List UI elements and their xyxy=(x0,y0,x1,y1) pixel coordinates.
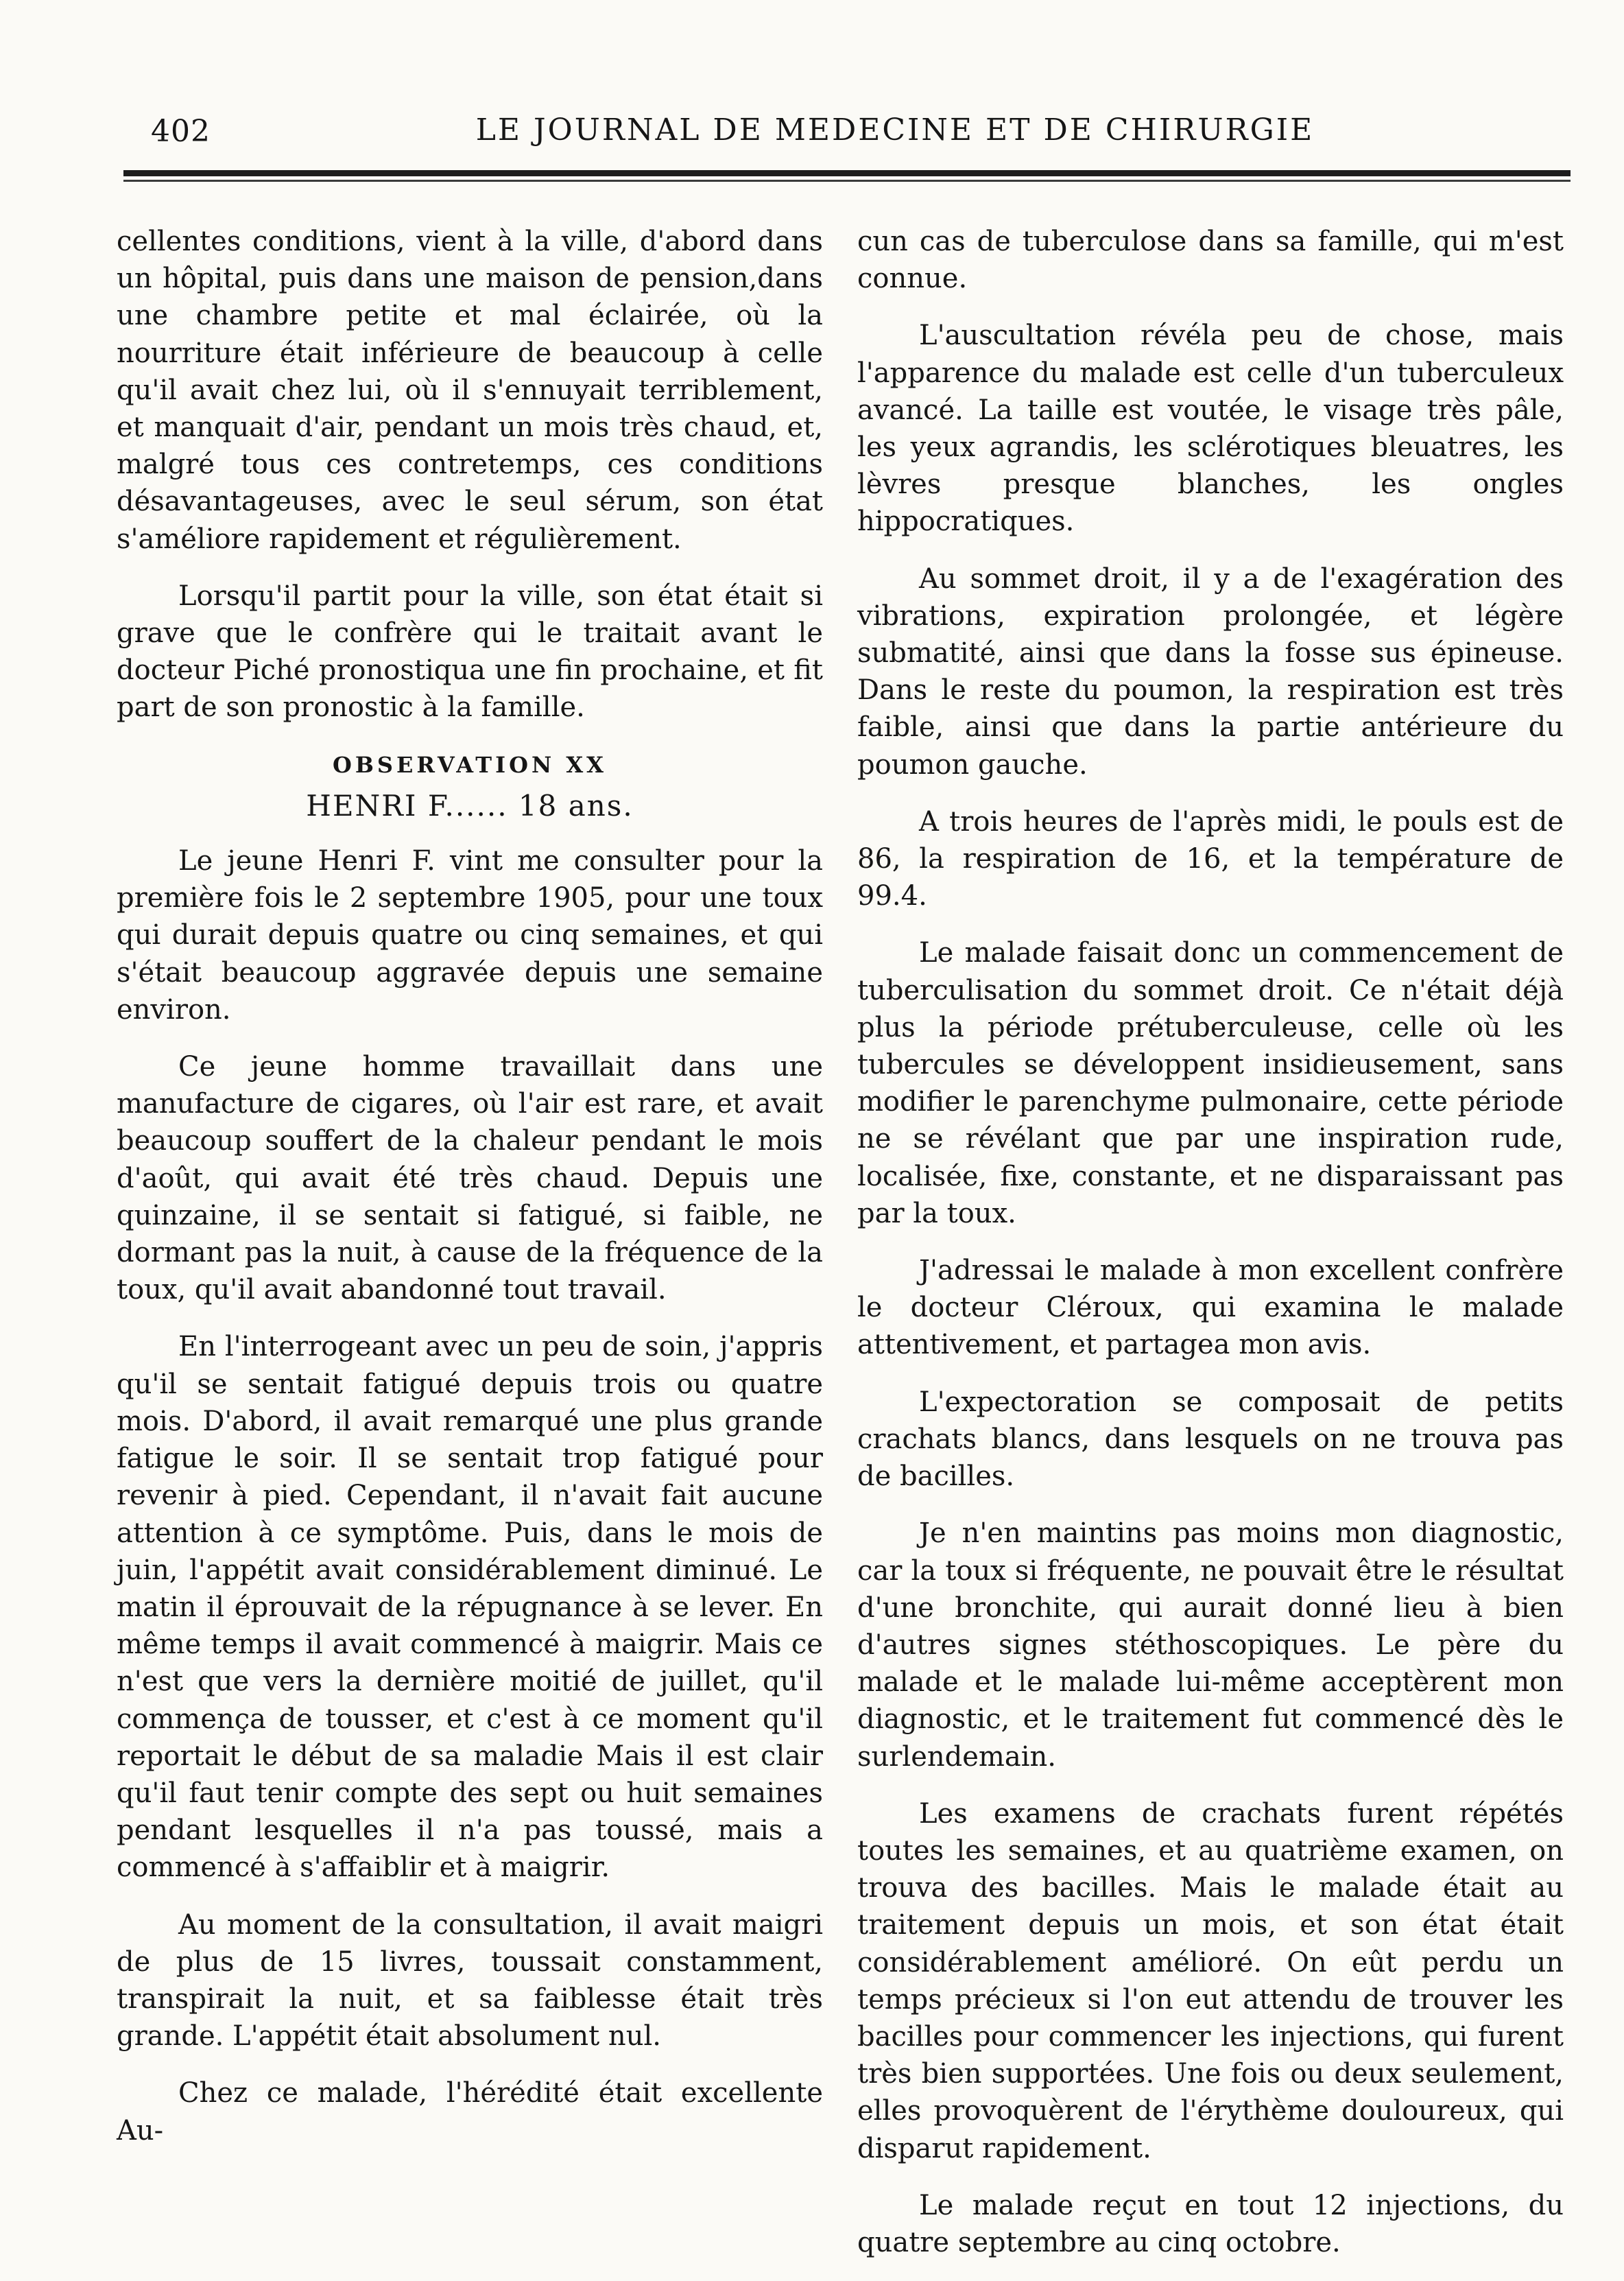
paragraph: cun cas de tuberculose dans sa famille, qui m'est connue. xyxy=(857,226,1564,295)
paragraph: En l'interrogeant avec un peu de soin, j'appris qu'il se sentait fatigué depuis trois ou quatre mois. D'abord, il avait remarqué une plus grande fatigue le soir. Il se sentait trop fatigué pour revenir à pied. Cependant, il n'avait fait aucune attention à ce symptôme. Puis, dans le mois de juin, l'appétit avait considérablement diminué. Le matin il éprouvait de la répugnance à se lever. En même temps il avait commencé à maigrir. Mais ce n'est que vers la dernière moitié de juillet, qu'il commença de tousser, et c'est à ce moment qu'il reportait le début de sa maladie Mais il est clair qu'il faut tenir compte des sept ou huit semaines pendant lesquelles il n'a pas toussé, mais a commencé à s'affaiblir et à maigrir. xyxy=(117,1331,823,1884)
paragraph: Lorsqu'il partit pour la ville, son état était si grave que le confrère qui le traitait avant le docteur Piché pronostiqua une fin prochaine, et fit part de son pronostic à la famille. xyxy=(117,580,823,724)
running-title: LE JOURNAL DE MEDECINE ET DE CHIRURGIE xyxy=(475,113,1315,147)
observation-subject: HENRI F...... 18 ans. xyxy=(306,788,634,823)
header-rule-thin xyxy=(123,180,1571,182)
observation-title: OBSERVATION XX xyxy=(333,751,607,778)
header-rule xyxy=(123,170,1571,176)
paragraph: Ce jeune homme travaillait dans une manufacture de cigares, où l'air est rare, et avait beaucoup souffert de la chaleur pendant le mois d'août, qui avait été très chaud. Depuis une quinzaine, il se sentait si fatigué, si faible, ne dormant pas la nuit, à cause de la fréquence de la toux, qu'il avait abandonné tout travail. xyxy=(117,1051,823,1306)
page-number: 402 xyxy=(151,114,211,149)
paragraph: Au moment de la consultation, il avait maigri de plus de 15 livres, toussait constamment, transpirait la nuit, et sa faiblesse était très grande. L'appétit était absolument nul. xyxy=(117,1908,823,2053)
paragraph: A trois heures de l'après midi, le pouls est de 86, la respiration de 16, et la température de 99.4. xyxy=(857,805,1564,912)
page-header xyxy=(123,104,1571,159)
paragraph: J'adressai le malade à mon excellent confrère le docteur Cléroux, qui examina le malade attentivement, et partagea mon avis. xyxy=(857,1255,1564,1361)
paragraph: Le jeune Henri F. vint me consulter pour la première fois le 2 septembre 1905, pour une toux qui durait depuis quatre ou cinq semaines, et qui s'était beaucoup aggravée depuis une semaine environ. xyxy=(117,845,823,1026)
right-column xyxy=(857,223,1564,2281)
paragraph: cellentes conditions, vient à la ville, d'abord dans un hôpital, puis dans une maison de pension,dans une chambre petite et mal éclairée, où la nourriture était inférieure de beaucoup à celle qu'il avait chez lui, où il s'ennuyait terriblement, et manquait d'air, pendant un mois très chaud, et, malgré tous ces contretemps, ces conditions désavantageuses, avec le seul sérum, son état s'améliore rapidement et régulièrement. xyxy=(117,226,823,555)
paragraph: Chez ce malade, l'hérédité était excellente Au- xyxy=(117,2077,823,2147)
paragraph: Le malade reçut en tout 12 injections, du quatre septembre au cinq octobre. xyxy=(857,2189,1564,2258)
paragraph: L'auscultation révéla peu de chose, mais l'apparence du malade est celle d'un tuberculeux avancé. La taille est voutée, le visage très pâle, les yeux agrandis, les sclérotiques bleuatres, les lèvres presque blanches, les ongles hippocratiques. xyxy=(857,320,1564,538)
paragraph: Les examens de crachats furent répétés toutes les semaines, et au quatrième examen, on trouva des bacilles. Mais le malade était au traitement depuis un mois, et son état était considérablement amélioré. On eût perdu un temps précieux si l'on eut attendu de trouver les bacilles pour commencer les injections, qui furent très bien supportées. Une fois ou deux seulement, elles provoquèrent de l'érythème douloureux, qui disparut rapidement. xyxy=(857,1797,1564,2164)
paragraph: Le malade faisait donc un commencement de tuberculisation du sommet droit. Ce n'était déjà plus la période prétuberculeuse, celle où les tubercules se développent insidieusement, sans modifier le parenchyme pulmonaire, cette période ne se révélant que par une inspiration rude, localisée, fixe, constante, et ne disparaissant pas par la toux. xyxy=(857,937,1564,1229)
paragraph: Au sommet droit, il y a de l'exagération des vibrations, expiration prolongée, et légère submatité, ainsi que dans la fosse sus épineuse. Dans le reste du poumon, la respiration est très faible, ainsi que dans la partie antérieure du poumon gauche. xyxy=(857,563,1564,781)
paragraph: L'expectoration se composait de petits crachats blancs, dans lesquels on ne trouva pas de bacilles. xyxy=(857,1386,1564,1493)
left-column xyxy=(117,223,823,2169)
paragraph: Je n'en maintins pas moins mon diagnostic, car la toux si fréquente, ne pouvait être le résultat d'une bronchite, qui aurait donné lieu à bien d'autres signes stéthoscopiques. Le père du malade et le malade lui-même acceptèrent mon diagnostic, et le traitement fut commencé dès le surlendemain. xyxy=(857,1517,1564,1773)
